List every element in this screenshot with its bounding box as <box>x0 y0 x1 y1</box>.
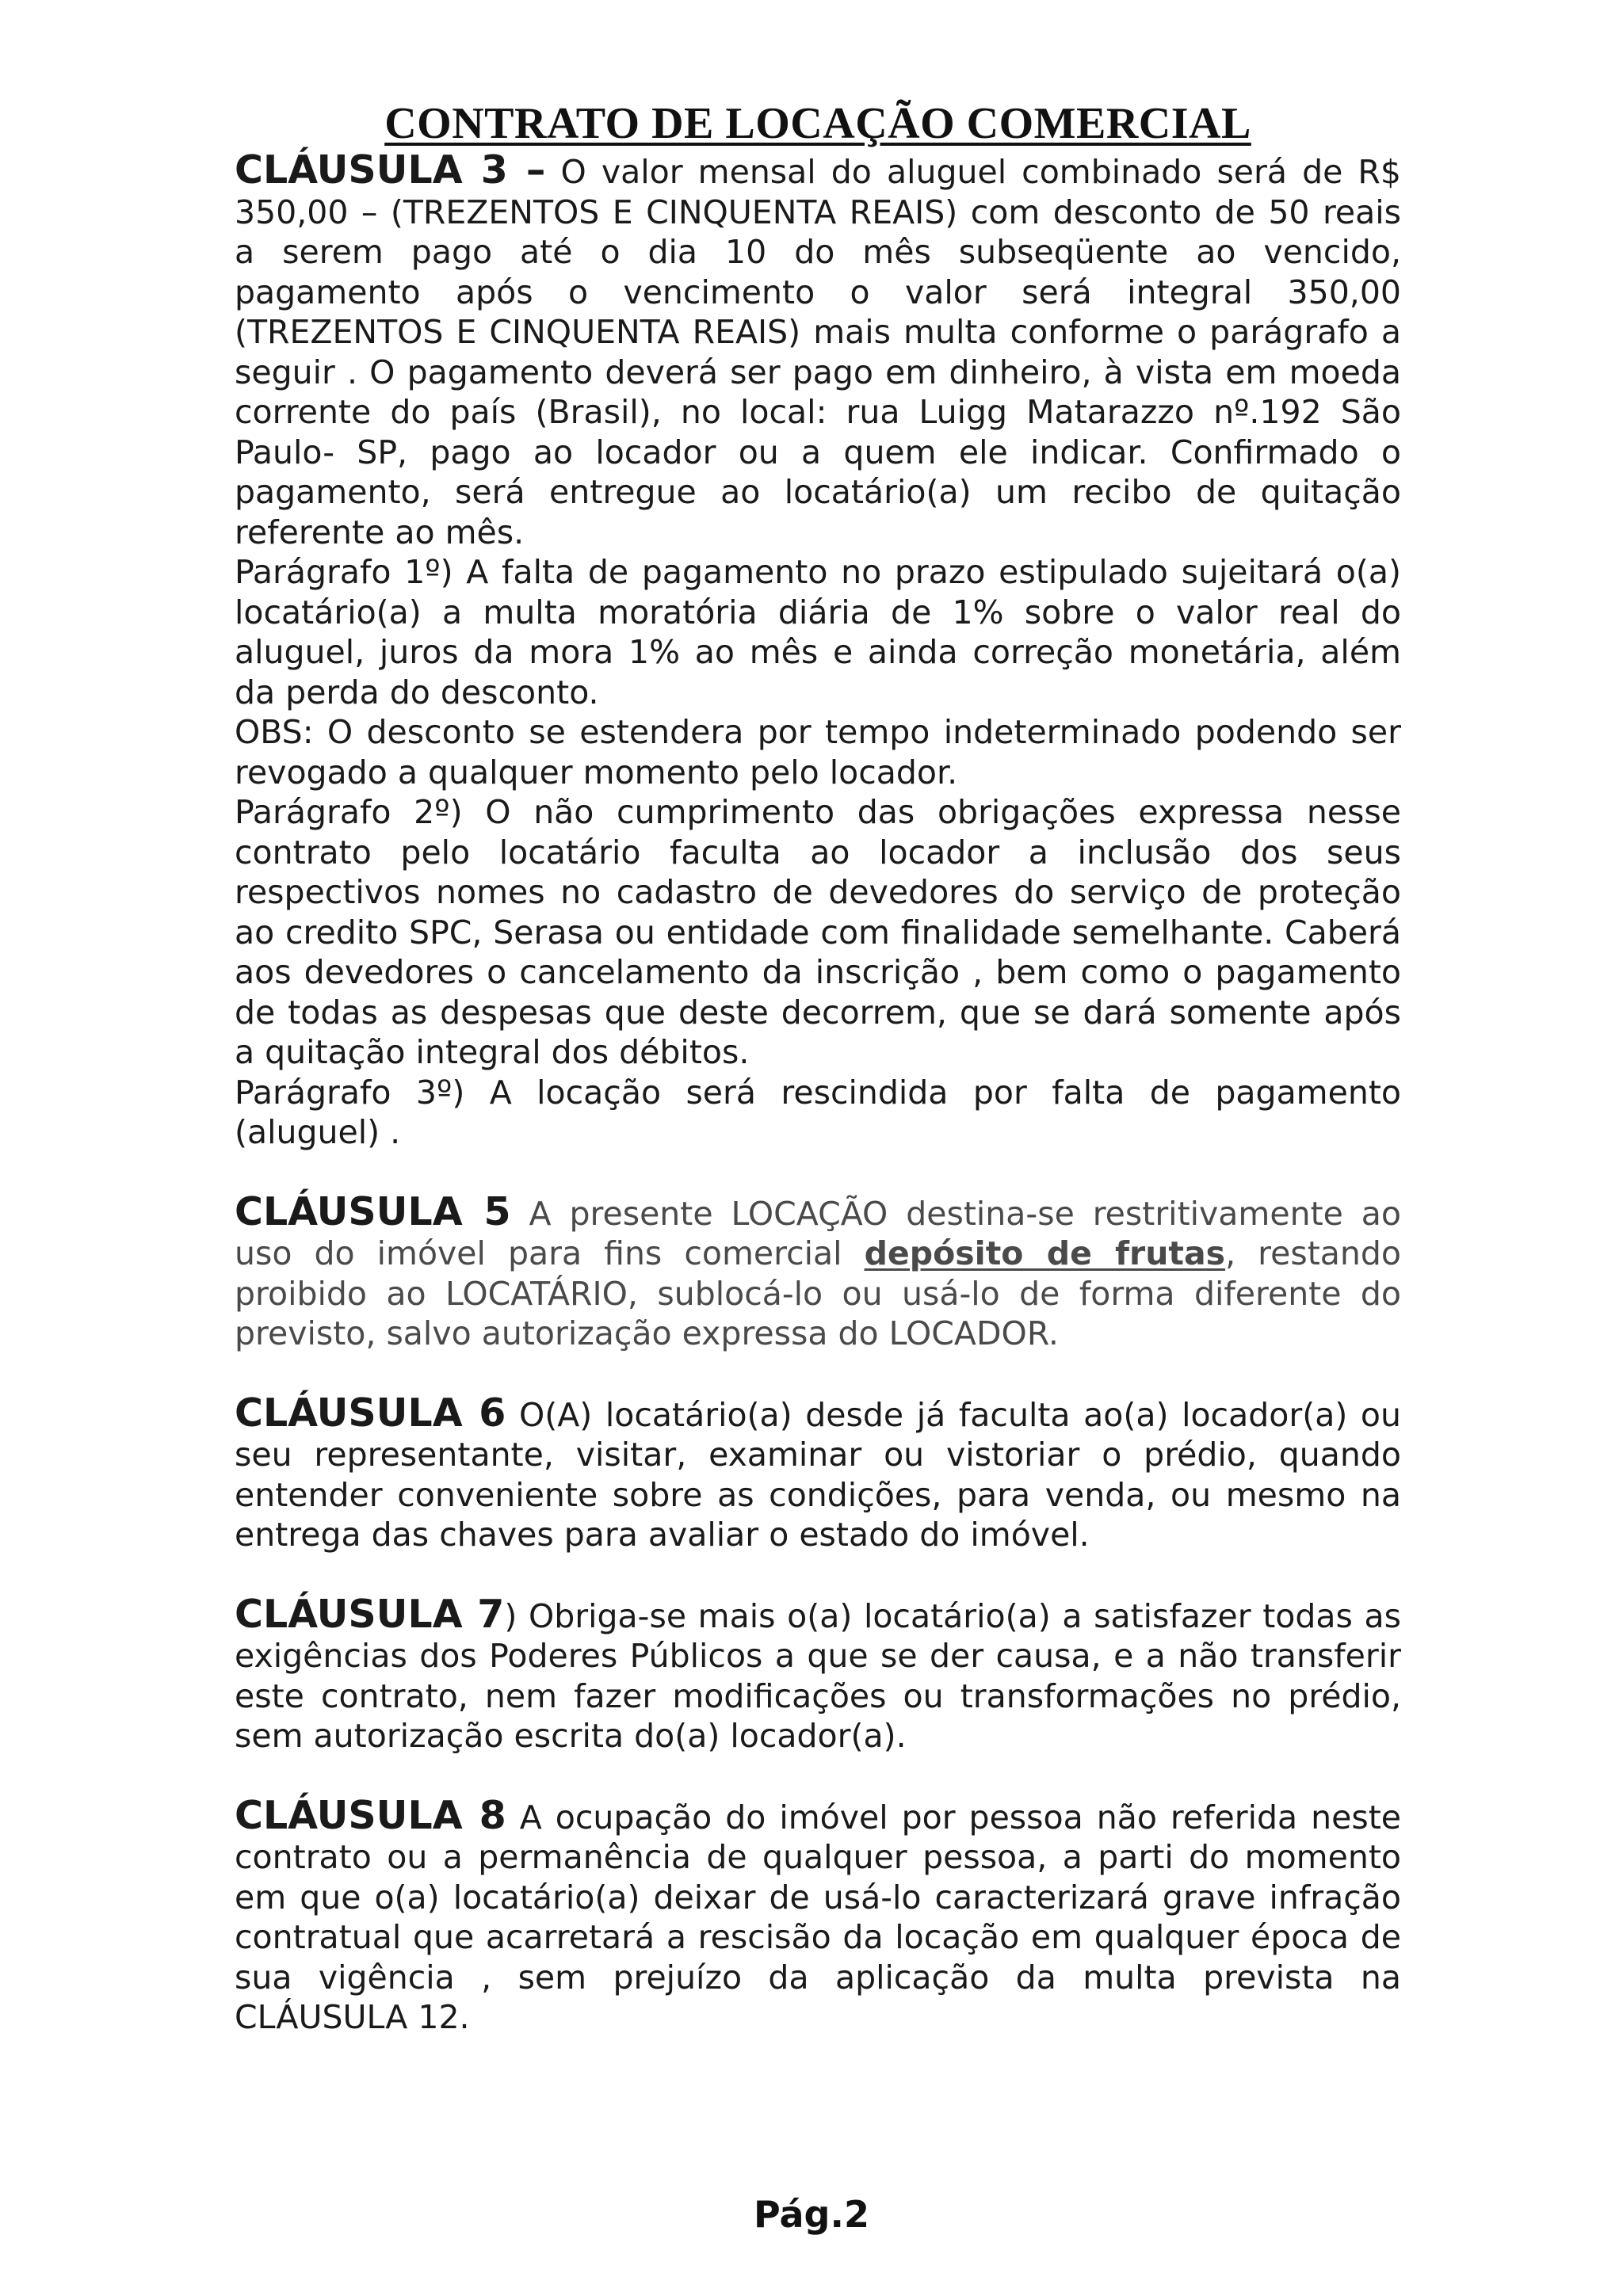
document-title: CONTRATO DE LOCAÇÃO COMERCIAL <box>384 99 1251 148</box>
clause-6 <box>235 1390 1401 1555</box>
spacer <box>235 1153 1401 1192</box>
clause-3-paragraph-2: Parágrafo 2º) O não cumprimento das obrigações expressa nesse contrato pelo locatário faculta ao locador a inclusão dos seus respectivos nomes no cadastro de devedores do serviço de proteção ao credito SPC, Serasa ou entidade com finalidade semelhante. Caberá aos devedores o cancelamento da inscrição , bem como o pagamento de todas as despesas que deste decorrem, que se dará somente após a quitação integral dos débitos. <box>235 793 1401 1071</box>
spacer <box>235 1756 1401 1796</box>
clause-7 <box>235 1591 1401 1756</box>
clause-6-text: O(A) locatário(a) desde já faculta ao(a) locador(a) ou seu representante, visitar, examinar ou vistoriar o prédio, quando entender conveniente sobre as condições, para venda, ou mesmo na entrega das chaves para avaliar o estado do imóvel. <box>235 1395 1401 1554</box>
clause-6-heading: CLÁUSULA 6 <box>235 1390 506 1436</box>
contract-body <box>235 147 1402 2038</box>
clause-3 <box>235 147 1401 552</box>
clause-3-paragraph-3: Parágrafo 3º) A locação será rescindida por falta de pagamento (aluguel) . <box>235 1073 1401 1151</box>
clause-7-text: ) Obriga-se mais o(a) locatário(a) a satisfazer todas as exigências dos Poderes Públicos a que se der causa, e a não transferir este contrato, nem fazer modificações ou transformações no prédio, sem autorização escrita do(a) locador(a). <box>235 1596 1401 1755</box>
clause-3-text: O valor mensal do aluguel combinado será de R$ 350,00 – (TREZENTOS E CINQUENTA REAIS) com desconto de 50 reais a serem pago até o dia 10 do mês subseqüente ao vencido, pagamento após o vencimento o valor será integral 350,00 (TREZENTOS E CINQUENTA REAIS) mais multa conforme o parágrafo a seguir . O pagamento deverá ser pago em dinheiro, à vista em moeda corrente do país (Brasil), no local: rua Luigg Matarazzo nº.192 São Paulo- SP, pago ao locador ou a quem ele indicar. Confirmado o pagamento, será entregue ao locatário(a) um recibo de quitação referente ao mês. <box>235 153 1401 551</box>
clause-8 <box>235 1792 1401 2038</box>
clause-7-heading: CLÁUSULA 7 <box>235 1591 505 1637</box>
clause-5 <box>235 1188 1402 1354</box>
clause-5-text-after: , restando proibido ao LOCATÁRIO, sublocá-lo ou usá-lo de forma diferente do previsto, salvo autorização expressa do LOCADOR. <box>235 1234 1402 1352</box>
clause-8-text: A ocupação do imóvel por pessoa não referida neste contrato ou a permanência de qualquer pessoa, a parti do momento em que o(a) locatário(a) deixar de usá-lo caracterizará grave infração contratual que acarretará a rescisão da locação em qualquer época de sua vigência , sem prejuízo da aplicação da multa prevista na CLÁUSULA 12. <box>235 1798 1401 2036</box>
clause-3-heading: CLÁUSULA 3 – <box>235 147 546 193</box>
clause-5-purpose: depósito de frutas <box>864 1234 1226 1272</box>
clause-8-heading: CLÁUSULA 8 <box>235 1792 506 1838</box>
clause-3-obs: OBS: O desconto se estendera por tempo indeterminado podendo ser revogado a qualquer momento pelo locador. <box>235 713 1401 791</box>
page-number: Pág.2 <box>754 2193 869 2236</box>
clause-5-heading: CLÁUSULA 5 <box>235 1188 511 1234</box>
clause-5-text-before: A presente LOCAÇÃO destina-se restritivamente ao uso do imóvel para fins comercial <box>235 1194 1401 1272</box>
spacer <box>235 1354 1401 1394</box>
spacer <box>235 1555 1401 1595</box>
clause-3-paragraph-1: Parágrafo 1º) A falta de pagamento no prazo estipulado sujeitará o(a) locatário(a) a multa moratória diária de 1% sobre o valor real do aluguel, juros da mora 1% ao mês e ainda correção monetária, além da perda do desconto. <box>235 553 1401 711</box>
